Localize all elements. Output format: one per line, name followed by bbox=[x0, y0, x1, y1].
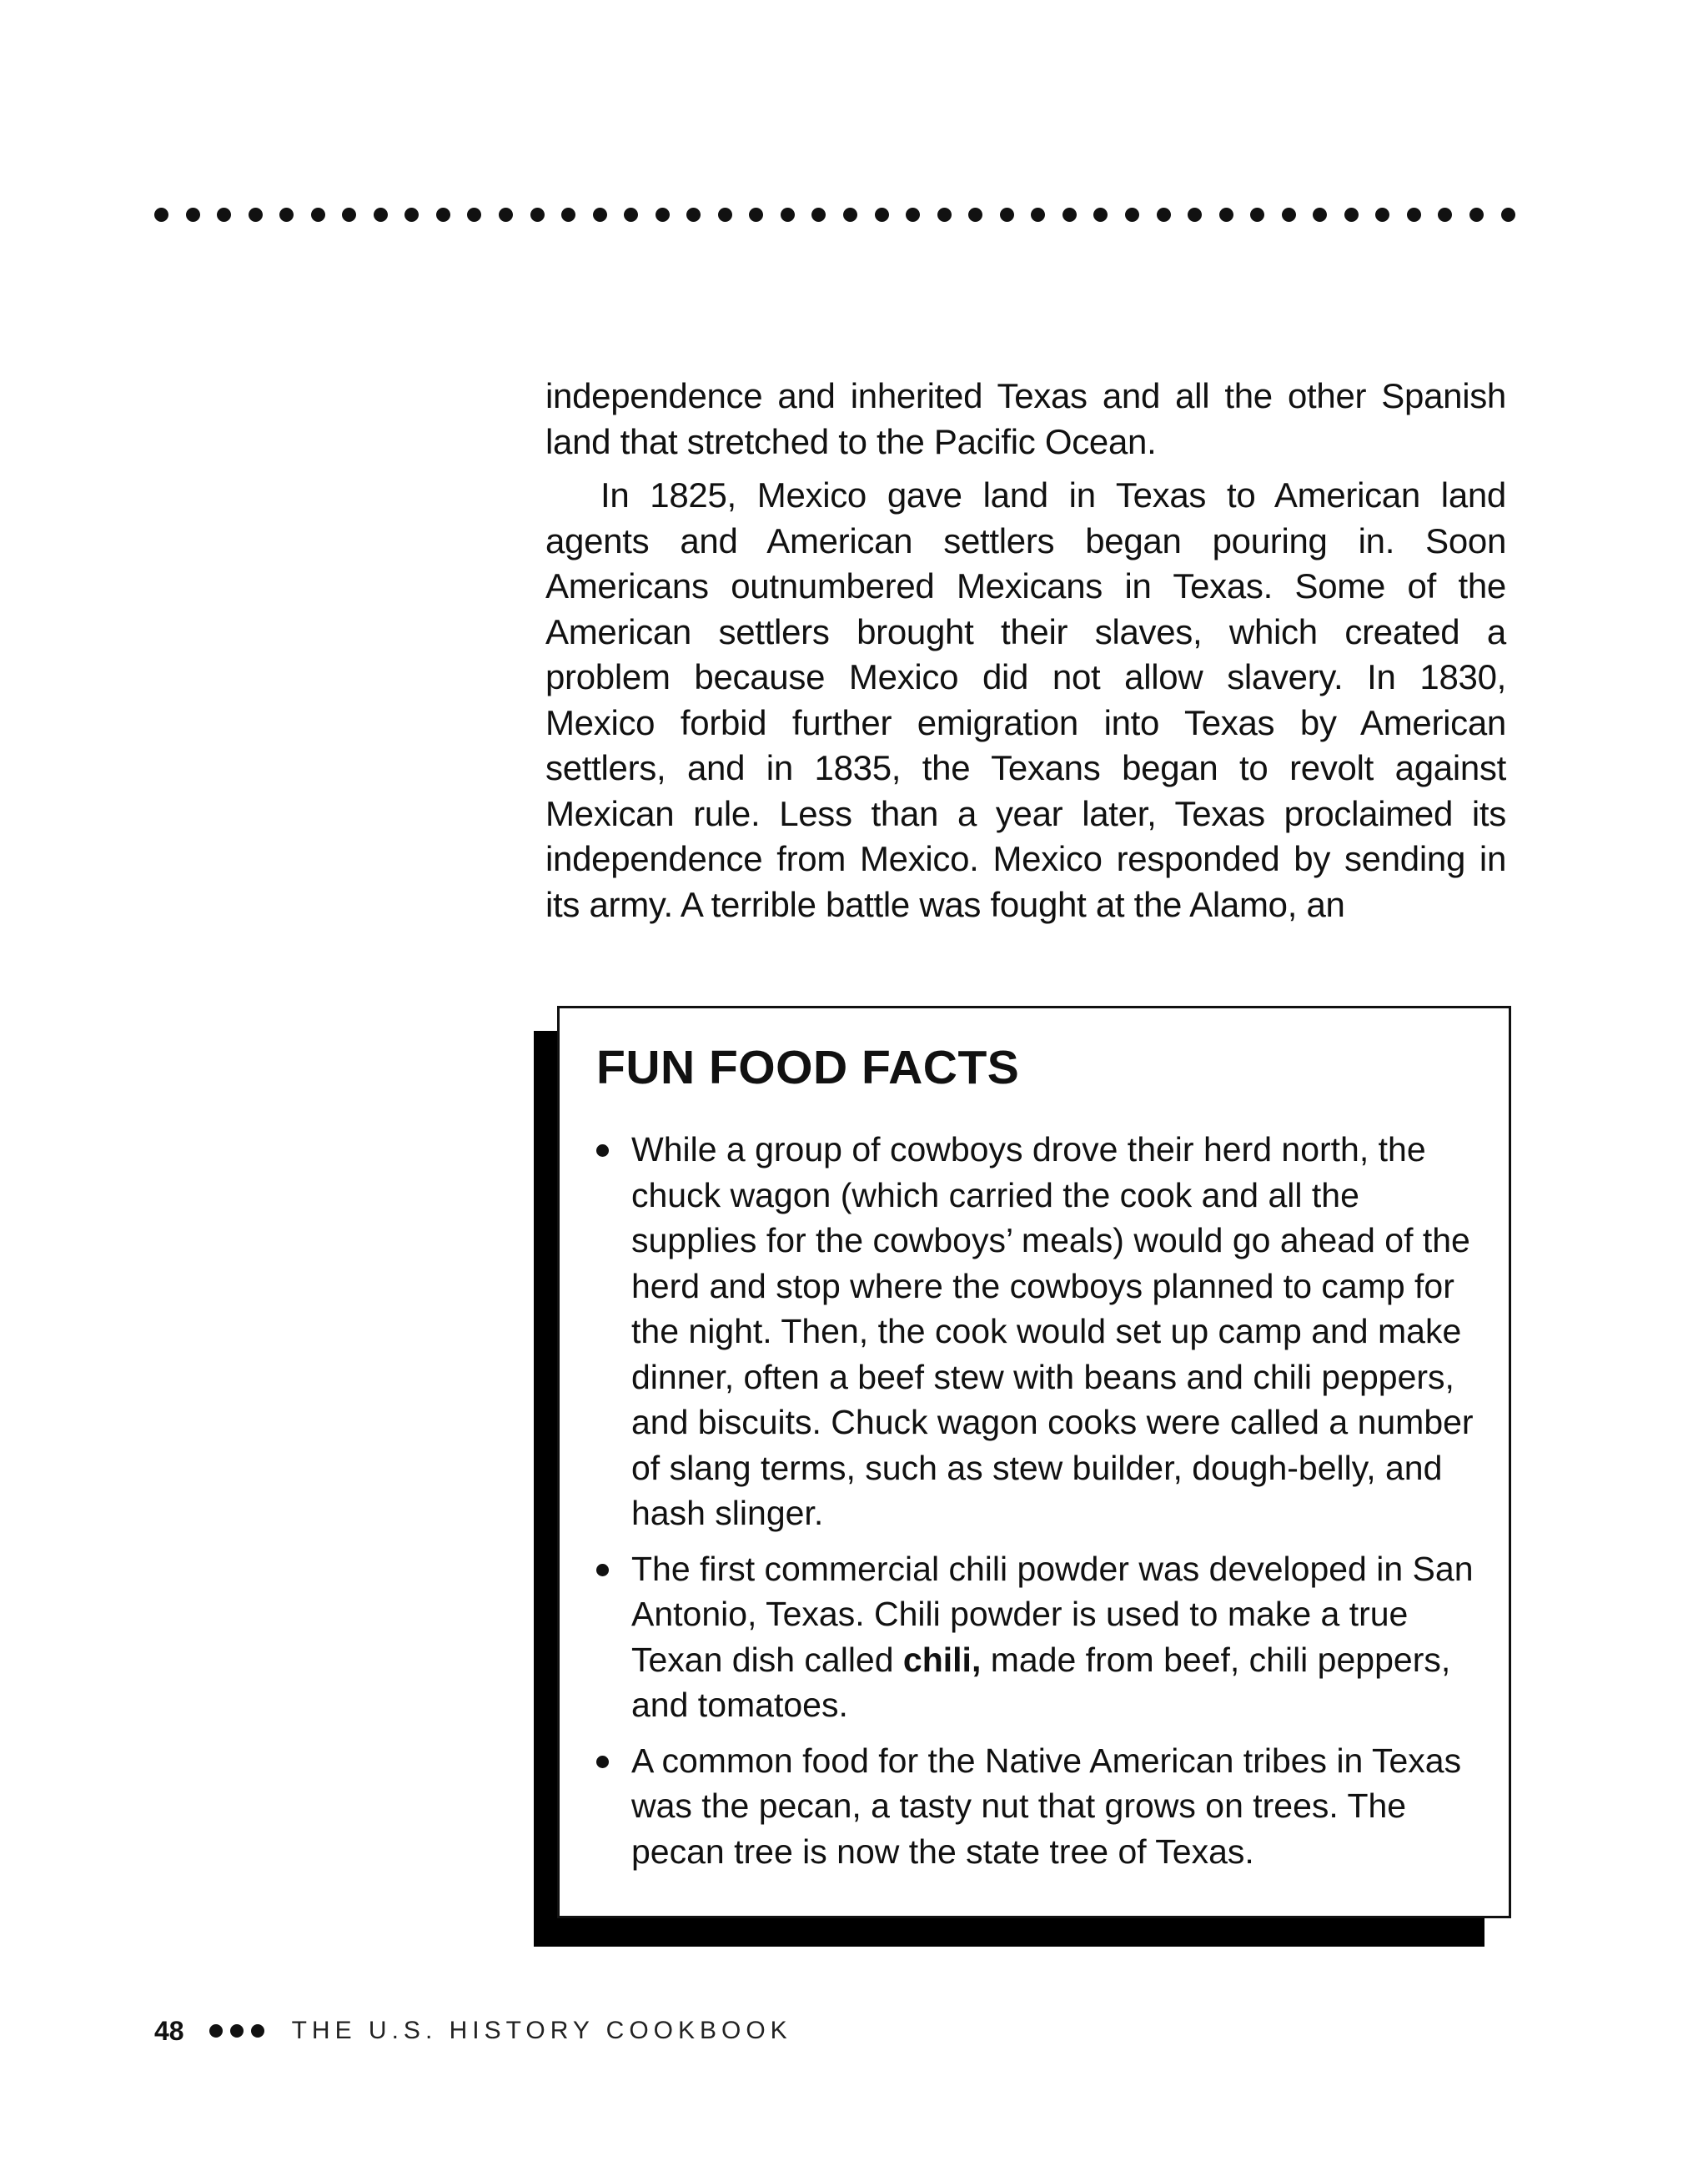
rule-dot bbox=[374, 208, 388, 222]
rule-dot bbox=[1313, 208, 1327, 222]
rule-dot bbox=[811, 208, 826, 222]
rule-dot bbox=[404, 208, 419, 222]
paragraph-continued: independence and inherited Texas and all the other Spanish land that stretched to the Pacific Ocean. bbox=[545, 376, 1506, 461]
rule-dot bbox=[311, 208, 325, 222]
sidebar-title: FUN FOOD FACTS bbox=[596, 1041, 1020, 1094]
list-item bbox=[593, 1738, 1477, 1875]
paragraph: In 1825, Mexico gave land in Texas to American land agents and American settlers began pouring in. Soon Americans outnumbered Mexicans in Texas. Some of the American settlers brought their slaves, which created a problem because Mexico did not allow slavery. In 1830, Mexico forbid further emigration into Texas by American settlers, and in 1835, the Texans began to revolt against Mexican rule. Less than a year later, Texas proclaimed its independence from Mexico. Mexico responded by sending in its army. A terrible battle was fought at the Alamo, an bbox=[545, 475, 1506, 924]
rule-dot bbox=[436, 208, 450, 222]
rule-dot bbox=[279, 208, 294, 222]
rule-dot bbox=[186, 208, 200, 222]
rule-dot bbox=[249, 208, 263, 222]
running-head: THE U.S. HISTORY COOKBOOK bbox=[291, 2017, 792, 2044]
rule-dot bbox=[1469, 208, 1484, 222]
rule-dot bbox=[1501, 208, 1515, 222]
fact-text: While a group of cowboys drove their herd north, the chuck wagon (which carried the cook and all the supplies for the cowboys’ meals) would go ahead of the herd and stop where the cowboys planned to camp for the night. Then, the cook would set up camp and make dinner, often a beef stew with beans and chili peppers, and biscuits. Chuck wagon cooks were called a number of slang terms, such as stew builder, dough-belly, and hash slinger. bbox=[631, 1130, 1474, 1532]
rule-dot bbox=[1219, 208, 1233, 222]
rule-dot bbox=[1375, 208, 1389, 222]
rule-dot bbox=[1250, 208, 1264, 222]
rule-dot bbox=[1125, 208, 1139, 222]
rule-dot bbox=[217, 208, 231, 222]
rule-dot bbox=[561, 208, 575, 222]
rule-dot bbox=[656, 208, 670, 222]
list-item bbox=[593, 1546, 1477, 1728]
rule-dot bbox=[781, 208, 795, 222]
fact-text-before: The first commercial chili powder was developed in San Antonio, Texas. Chili powder is used to make a true Texan dish called bbox=[631, 1549, 1474, 1679]
fact-text: A common food for the Native American tribes in Texas was the pecan, a tasty nut that grows on trees. The pecan tree is now the state tree of Texas. bbox=[631, 1741, 1462, 1871]
rule-dot bbox=[843, 208, 857, 222]
page-number: 48 bbox=[154, 2015, 184, 2046]
rule-dot bbox=[1344, 208, 1359, 222]
rule-dot bbox=[593, 208, 607, 222]
rule-dot bbox=[1188, 208, 1202, 222]
rule-dot bbox=[342, 208, 356, 222]
bullet-icon bbox=[596, 1144, 609, 1157]
bullet-icon bbox=[596, 1756, 609, 1768]
rule-dot bbox=[1031, 208, 1045, 222]
rule-dot bbox=[906, 208, 920, 222]
rule-dot bbox=[467, 208, 481, 222]
rule-dot bbox=[686, 208, 701, 222]
rule-dot bbox=[1093, 208, 1108, 222]
main-text bbox=[545, 374, 1506, 927]
rule-dot bbox=[749, 208, 763, 222]
fact-list bbox=[593, 1127, 1477, 1884]
fun-food-facts-sidebar bbox=[557, 1006, 1511, 1918]
rule-dot bbox=[1282, 208, 1296, 222]
rule-dot bbox=[154, 208, 168, 222]
rule-dot bbox=[1157, 208, 1171, 222]
footer-dot-separator bbox=[209, 2024, 272, 2038]
decorative-dot-rule bbox=[154, 202, 1515, 227]
rule-dot bbox=[968, 208, 982, 222]
rule-dot bbox=[530, 208, 545, 222]
fact-text-after: made from beef, chili peppers, and tomatoes. bbox=[631, 1640, 1451, 1724]
rule-dot bbox=[624, 208, 638, 222]
rule-dot bbox=[1438, 208, 1452, 222]
rule-dot bbox=[499, 208, 513, 222]
rule-dot bbox=[937, 208, 952, 222]
rule-dot bbox=[1000, 208, 1014, 222]
rule-dot bbox=[875, 208, 889, 222]
rule-dot bbox=[718, 208, 732, 222]
list-item bbox=[593, 1127, 1477, 1536]
rule-dot bbox=[1062, 208, 1077, 222]
bullet-icon bbox=[596, 1564, 609, 1576]
rule-dot bbox=[1407, 208, 1421, 222]
fact-keyword: chili, bbox=[902, 1640, 982, 1679]
page-footer bbox=[154, 2010, 792, 2052]
